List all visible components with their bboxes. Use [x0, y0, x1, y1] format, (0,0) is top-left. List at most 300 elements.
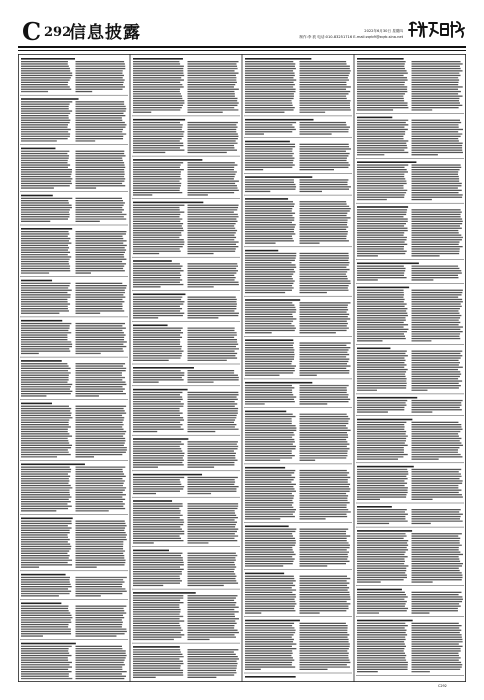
- text-line: [76, 501, 123, 502]
- text-line: [133, 453, 184, 454]
- text-line: [357, 317, 406, 318]
- text-line: [357, 353, 405, 354]
- text-line: [133, 313, 184, 314]
- text-line: [357, 627, 405, 628]
- text-line: [188, 569, 235, 570]
- text-line: [76, 89, 123, 90]
- text-line: [357, 120, 408, 121]
- text-line: [76, 129, 124, 130]
- text-line: [76, 283, 123, 284]
- text-line: [412, 266, 459, 267]
- text-line: [245, 77, 294, 78]
- text-line: [412, 625, 462, 626]
- text-line: [133, 542, 154, 543]
- text-line: [300, 267, 347, 268]
- text-line: [412, 442, 462, 443]
- text-line: [412, 102, 460, 103]
- text-line: [357, 266, 404, 267]
- text-line: [245, 299, 300, 301]
- text-line: [245, 206, 294, 207]
- text-line: [21, 415, 71, 416]
- text-line: [245, 155, 293, 156]
- text-line: [357, 277, 407, 278]
- text-line: [133, 174, 181, 175]
- text-line: [76, 375, 122, 376]
- text-line: [188, 477, 238, 478]
- text-line: [21, 490, 70, 491]
- text-line: [133, 394, 180, 395]
- text-line: [188, 124, 237, 125]
- text-line: [188, 630, 238, 631]
- text-line: [412, 253, 460, 254]
- text-line: [412, 542, 460, 543]
- text-line: [357, 409, 404, 410]
- text-line: [357, 445, 408, 446]
- text-line: [133, 73, 183, 74]
- text-line: [188, 284, 239, 285]
- text-line: [300, 220, 348, 221]
- text-line: [133, 592, 196, 594]
- text-line: [357, 431, 406, 432]
- text-line: [412, 449, 459, 450]
- text-line: [21, 303, 70, 304]
- text-line: [133, 190, 180, 191]
- text-line: [76, 487, 127, 488]
- text-line: [357, 657, 405, 658]
- text-line: [133, 614, 180, 615]
- text-line: [188, 583, 239, 584]
- text-line: [412, 429, 463, 430]
- text-line: [76, 183, 123, 184]
- text-line: [188, 127, 238, 128]
- text-line: [133, 183, 181, 184]
- text-line: [188, 303, 237, 304]
- text-line: [245, 328, 296, 329]
- text-line: [76, 678, 125, 679]
- text-line: [76, 249, 127, 250]
- text-line: [188, 84, 236, 85]
- text-line: [21, 89, 71, 90]
- text-line: [76, 104, 125, 105]
- text-line: [188, 479, 235, 480]
- text-line: [300, 594, 350, 595]
- text-line: [133, 367, 194, 369]
- text-line: [245, 576, 294, 577]
- text-line: [133, 185, 181, 186]
- text-line: [188, 486, 239, 487]
- text-line: [188, 394, 239, 395]
- text-line: [245, 467, 285, 469]
- text-line: [245, 332, 272, 333]
- text-line: [133, 131, 184, 132]
- text-line: [357, 454, 408, 455]
- text-line: [300, 509, 349, 510]
- text-line: [412, 333, 461, 334]
- text-line: [357, 530, 412, 532]
- text-line: [133, 344, 180, 345]
- text-line: [245, 179, 294, 180]
- text-line: [357, 639, 406, 640]
- text-line: [245, 585, 295, 586]
- text-line: [133, 488, 183, 489]
- text-line: [245, 368, 295, 369]
- text-line: [245, 441, 295, 442]
- text-line: [245, 623, 294, 624]
- text-line: [412, 561, 461, 562]
- text-line: [76, 122, 125, 123]
- text-line: [357, 575, 407, 576]
- text-line: [76, 66, 126, 67]
- text-line: [133, 467, 158, 468]
- text-line: [357, 306, 405, 307]
- text-line: [188, 417, 237, 418]
- text-line: [412, 487, 459, 488]
- text-line: [133, 214, 180, 215]
- text-line: [76, 567, 97, 568]
- text-line: [412, 637, 462, 638]
- text-line: [412, 492, 459, 493]
- text-line: [412, 61, 461, 62]
- text-line: [357, 655, 406, 656]
- text-line: [245, 153, 294, 154]
- text-line: [357, 364, 407, 365]
- text-line: [245, 287, 294, 288]
- text-line: [300, 630, 348, 631]
- text-line: [245, 269, 294, 270]
- text-line: [76, 449, 127, 450]
- text-line: [357, 545, 408, 546]
- text-line: [133, 164, 181, 165]
- text-line: [412, 454, 461, 455]
- text-line: [133, 406, 183, 407]
- text-line: [300, 274, 346, 275]
- text-line: [357, 93, 405, 94]
- text-line: [21, 75, 72, 76]
- text-line: [357, 397, 417, 399]
- text-line: [21, 84, 68, 85]
- text-line: [76, 370, 126, 371]
- text-line: [21, 447, 71, 448]
- text-line: [21, 339, 67, 340]
- text-line: [412, 187, 458, 188]
- text-line: [357, 483, 407, 484]
- text-line: [188, 286, 214, 287]
- text-line: [188, 348, 239, 349]
- text-line: [245, 488, 295, 489]
- text-line: [300, 321, 347, 322]
- text-line: [76, 541, 124, 542]
- text-line: [21, 485, 71, 486]
- text-line: [245, 321, 293, 322]
- text-line: [300, 601, 347, 602]
- text-line: [188, 205, 239, 206]
- text-line: [76, 181, 125, 182]
- text-line: [76, 209, 124, 210]
- text-line: [245, 540, 296, 541]
- text-line: [21, 579, 69, 580]
- text-line: [188, 68, 238, 69]
- text-line: [188, 457, 236, 458]
- text-line: [357, 348, 390, 350]
- text-line: [412, 237, 463, 238]
- text-line: [300, 309, 349, 310]
- text-line: [188, 531, 237, 532]
- text-line: [245, 347, 293, 348]
- text-line: [245, 565, 283, 566]
- text-line: [188, 105, 238, 106]
- text-line: [412, 336, 460, 337]
- text-line: [300, 608, 349, 609]
- text-line: [21, 73, 72, 74]
- text-line: [76, 73, 123, 74]
- text-line: [133, 348, 181, 349]
- text-line: [412, 579, 462, 580]
- text-line: [76, 608, 124, 609]
- text-line: [412, 554, 463, 555]
- text-line: [300, 206, 350, 207]
- text-line: [357, 606, 405, 607]
- text-line: [245, 107, 295, 108]
- text-line: [21, 365, 69, 366]
- text-line: [300, 392, 347, 393]
- text-line: [412, 251, 460, 252]
- text-line: [188, 98, 238, 99]
- text-line: [133, 403, 184, 404]
- text-line: [133, 353, 182, 354]
- text-line: [412, 120, 461, 121]
- text-line: [76, 530, 125, 531]
- text-line: [76, 584, 123, 585]
- text-line: [188, 275, 235, 276]
- text-line: [76, 363, 126, 364]
- text-line: [133, 560, 183, 561]
- text-line: [245, 370, 295, 371]
- text-line: [412, 306, 462, 307]
- text-line: [412, 433, 459, 434]
- text-line: [133, 93, 181, 94]
- text-line: [412, 599, 463, 600]
- text-line: [133, 337, 182, 338]
- text-line: [76, 263, 127, 264]
- text-line: [76, 595, 101, 596]
- text-line: [245, 427, 296, 428]
- text-line: [300, 105, 350, 106]
- text-line: [133, 576, 180, 577]
- text-line: [76, 452, 126, 453]
- text-line: [21, 546, 71, 547]
- text-line: [245, 446, 296, 447]
- text-line: [245, 495, 294, 496]
- text-line: [412, 369, 459, 370]
- text-line: [76, 438, 126, 439]
- text-line: [21, 240, 69, 241]
- text-line: [76, 301, 125, 302]
- text-line: [245, 554, 296, 555]
- text-line: [357, 315, 408, 316]
- text-line: [300, 271, 348, 272]
- text-line: [357, 263, 419, 265]
- text-line: [412, 143, 463, 144]
- text-line: [412, 364, 459, 365]
- text-line: [21, 370, 68, 371]
- text-line: [300, 361, 349, 362]
- text-line: [21, 382, 68, 383]
- text-line: [357, 221, 408, 222]
- text-line: [188, 230, 238, 231]
- text-line: [300, 323, 348, 324]
- text-line: [21, 218, 68, 219]
- text-line: [133, 602, 183, 603]
- text-line: [357, 538, 404, 539]
- text-line: [357, 601, 407, 602]
- text-line: [357, 473, 408, 474]
- text-line: [188, 533, 235, 534]
- text-line: [300, 453, 348, 454]
- text-line: [245, 93, 294, 94]
- text-line: [21, 63, 68, 64]
- text-line: [21, 664, 70, 665]
- text-line: [245, 493, 292, 494]
- text-line: [21, 494, 70, 495]
- text-line: [412, 594, 459, 595]
- text-line: [21, 678, 72, 679]
- text-line: [21, 124, 68, 125]
- text-line: [300, 66, 350, 67]
- text-line: [76, 77, 123, 78]
- text-line: [21, 410, 70, 411]
- text-line: [21, 131, 68, 132]
- text-line: [21, 153, 67, 154]
- text-line: [357, 244, 407, 245]
- text-line: [76, 377, 125, 378]
- text-line: [300, 77, 348, 78]
- text-line: [133, 595, 183, 596]
- text-line: [300, 495, 349, 496]
- text-line: [21, 530, 70, 531]
- text-line: [300, 558, 348, 559]
- text-line: [133, 360, 169, 361]
- text-line: [300, 666, 350, 667]
- text-line: [188, 649, 239, 650]
- text-line: [300, 184, 348, 185]
- text-line: [21, 669, 68, 670]
- text-line: [133, 569, 184, 570]
- text-line: [188, 424, 237, 425]
- text-line: [300, 345, 347, 346]
- text-line: [300, 589, 348, 590]
- text-line: [357, 533, 406, 534]
- text-line: [21, 626, 68, 627]
- text-line: [357, 86, 407, 87]
- text-line: [245, 453, 292, 454]
- text-line: [300, 222, 348, 223]
- section-title: 信息披露: [69, 23, 141, 43]
- text-line: [76, 662, 124, 663]
- text-line: [133, 597, 183, 598]
- text-line: [133, 646, 180, 648]
- text-line: [412, 657, 461, 658]
- text-line: [245, 475, 291, 476]
- text-line: [412, 592, 462, 593]
- text-line: [357, 589, 402, 591]
- text-line: [412, 440, 460, 441]
- text-line: [133, 491, 180, 492]
- text-line: [76, 212, 123, 213]
- text-line: [357, 209, 407, 210]
- text-line: [412, 268, 460, 269]
- text-line: [245, 375, 280, 376]
- text-line: [300, 547, 350, 548]
- text-line: [133, 306, 180, 307]
- text-line: [21, 256, 71, 257]
- text-line: [245, 657, 293, 658]
- text-line: [412, 480, 463, 481]
- text-line: [300, 529, 349, 530]
- text-line: [245, 455, 295, 456]
- text-line: [21, 104, 70, 105]
- text-line: [133, 637, 181, 638]
- text-line: [357, 147, 407, 148]
- text-line: [357, 338, 406, 339]
- text-line: [133, 91, 180, 92]
- text-line: [188, 602, 237, 603]
- text-line: [412, 422, 459, 423]
- announcement-columns: [18, 54, 466, 682]
- text-line: [412, 218, 463, 219]
- text-line: [21, 115, 68, 116]
- text-line: [188, 524, 236, 525]
- text-line: [300, 240, 349, 241]
- text-line: [76, 564, 125, 565]
- text-line: [188, 79, 237, 80]
- text-line: [76, 548, 124, 549]
- text-line: [21, 577, 70, 578]
- text-line: [133, 159, 202, 161]
- text-line: [133, 578, 180, 579]
- text-line: [133, 266, 183, 267]
- text-line: [21, 200, 68, 201]
- text-line: [245, 318, 296, 319]
- text-line: [21, 216, 69, 217]
- text-line: [133, 663, 183, 664]
- text-line: [133, 410, 180, 411]
- text-line: [133, 377, 182, 378]
- text-line: [188, 282, 239, 283]
- text-line: [300, 305, 348, 306]
- text-line: [76, 79, 125, 80]
- text-line: [76, 261, 123, 262]
- text-line: [412, 185, 462, 186]
- text-line: [76, 171, 125, 172]
- text-line: [21, 388, 70, 389]
- text-line: [245, 345, 293, 346]
- text-line: [188, 143, 238, 144]
- text-line: [245, 361, 292, 362]
- text-line: [245, 220, 294, 221]
- text-line: [76, 151, 125, 152]
- text-line: [21, 521, 71, 522]
- text-line: [76, 415, 123, 416]
- text-line: [300, 107, 351, 108]
- text-line: [357, 275, 404, 276]
- text-line: [76, 532, 126, 533]
- text-line: [357, 547, 407, 548]
- text-line: [245, 491, 296, 492]
- text-line: [412, 320, 459, 321]
- text-line: [188, 604, 236, 605]
- text-line: [245, 434, 295, 435]
- text-line: [412, 362, 460, 363]
